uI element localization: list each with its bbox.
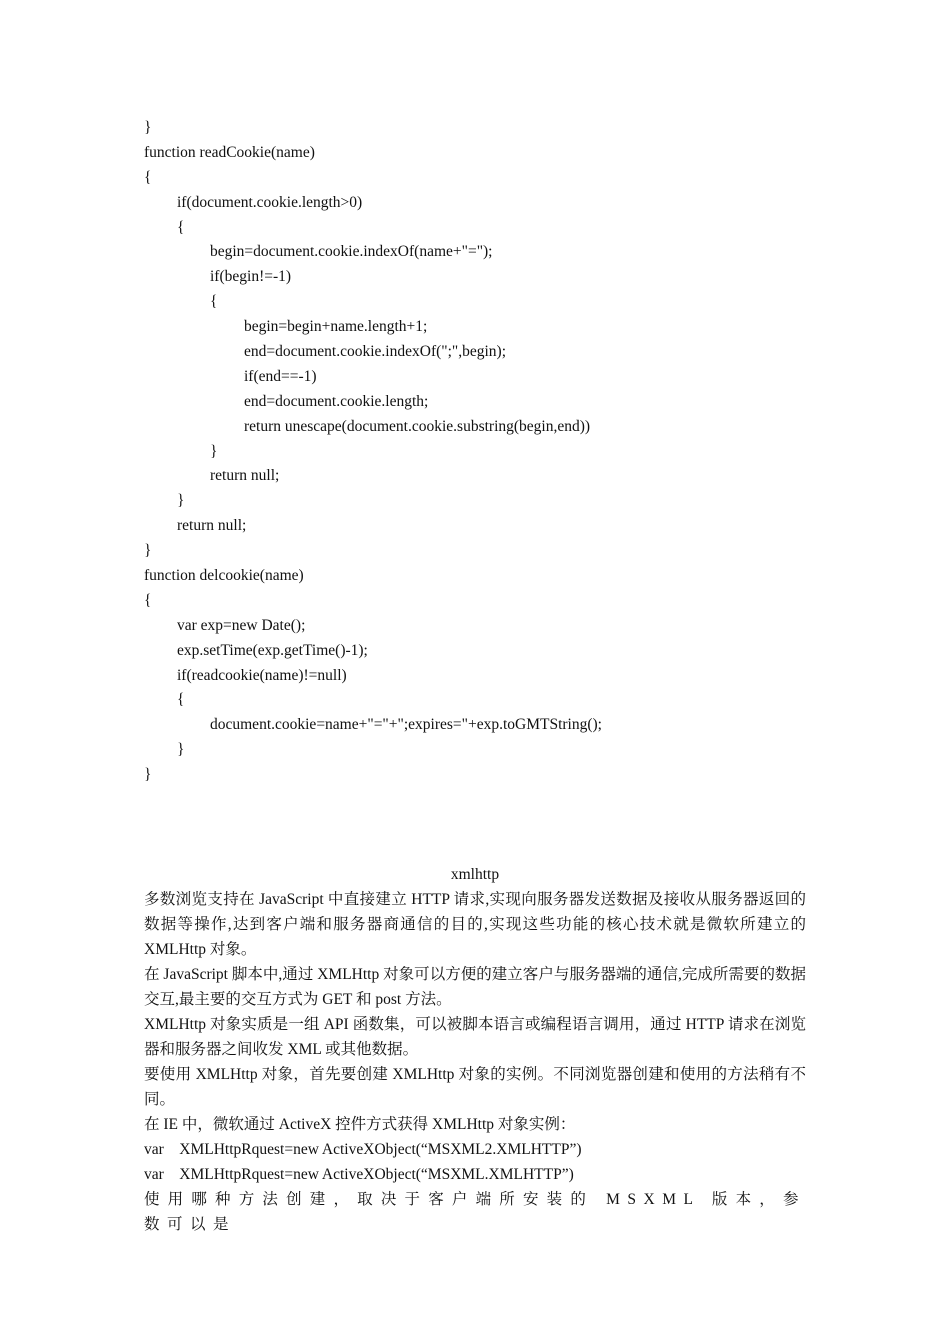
code-line: if(end==-1) (244, 367, 317, 385)
code-line: begin=begin+name.length+1; (244, 318, 428, 336)
code-line: return unescape(document.cookie.substring(begin,end)) (244, 417, 591, 435)
code-line: { (177, 218, 185, 236)
code-line: { (144, 591, 152, 609)
code-line: exp.setTime(exp.getTime()-1); (177, 641, 368, 659)
code-line: { (177, 691, 185, 709)
paragraph-truncated: 使用哪种方法创建，取决于客户端所安装的 MSXML 版本，参数可以是 (144, 1191, 806, 1233)
code-line: return null; (177, 517, 247, 535)
code-line: if(readcookie(name)!=null) (177, 666, 347, 684)
section-title: xmlhttp (450, 866, 500, 883)
code-line: if(document.cookie.length>0) (177, 193, 363, 211)
code-line: var XMLHttpRquest=new ActiveXObject(“MSXML2.XMLHTTP”) (144, 1141, 582, 1158)
code-line: } (177, 741, 185, 759)
paragraph: XMLHttp 对象实质是一组 API 函数集，可以被脚本语言或编程语言调用，通过 HTTP 请求在浏览器和服务器之间收发 XML 或其他数据。 (144, 1016, 806, 1058)
code-line: { (210, 293, 218, 311)
code-line: function readCookie(name) (144, 143, 315, 161)
paragraph: 在 JavaScript 脚本中,通过 XMLHttp 对象可以方便的建立客户与服务器端的通信,完成所需要的数据交互,最主要的交互方式为 GET 和 post 方法。 (144, 966, 806, 1008)
code-line: var exp=new Date(); (177, 616, 306, 634)
code-line: end=document.cookie.indexOf(";",begin); (244, 343, 507, 361)
code-line: begin=document.cookie.indexOf(name+"="); (210, 243, 493, 261)
code-line: document.cookie=name+"="+";expires="+exp.toGMTString(); (210, 716, 602, 734)
code-line: function delcookie(name) (144, 567, 304, 585)
paragraph: 在 IE 中，微软通过 ActiveX 控件方式获得 XMLHttp 对象实例： (144, 1116, 576, 1133)
code-line: if(begin!=-1) (210, 268, 292, 286)
code-line: } (144, 119, 152, 136)
code-line: end=document.cookie.length; (244, 392, 429, 410)
code-line: var XMLHttpRquest=new ActiveXObject(“MSXML.XMLHTTP”) (144, 1166, 574, 1183)
code-line: } (177, 492, 185, 510)
code-line: } (144, 542, 152, 560)
paragraph: 要使用 XMLHttp 对象，首先要创建 XMLHttp 对象的实例。不同浏览器创建和使用的方法稍有不同。 (144, 1066, 806, 1108)
code-line: { (144, 168, 152, 186)
section-body (144, 887, 806, 1237)
code-listing (144, 116, 824, 788)
code-line: } (210, 442, 218, 460)
code-line: return null; (210, 467, 280, 485)
code-line: } (144, 766, 152, 784)
paragraph: 多数浏览支持在 JavaScript 中直接建立 HTTP 请求,实现向服务器发送数据及接收从服务器返回的数据等操作,达到客户端和服务器商通信的目的,实现这些功能的核心技术就是微软所建立的 XMLHttp 对象。 (144, 891, 806, 958)
